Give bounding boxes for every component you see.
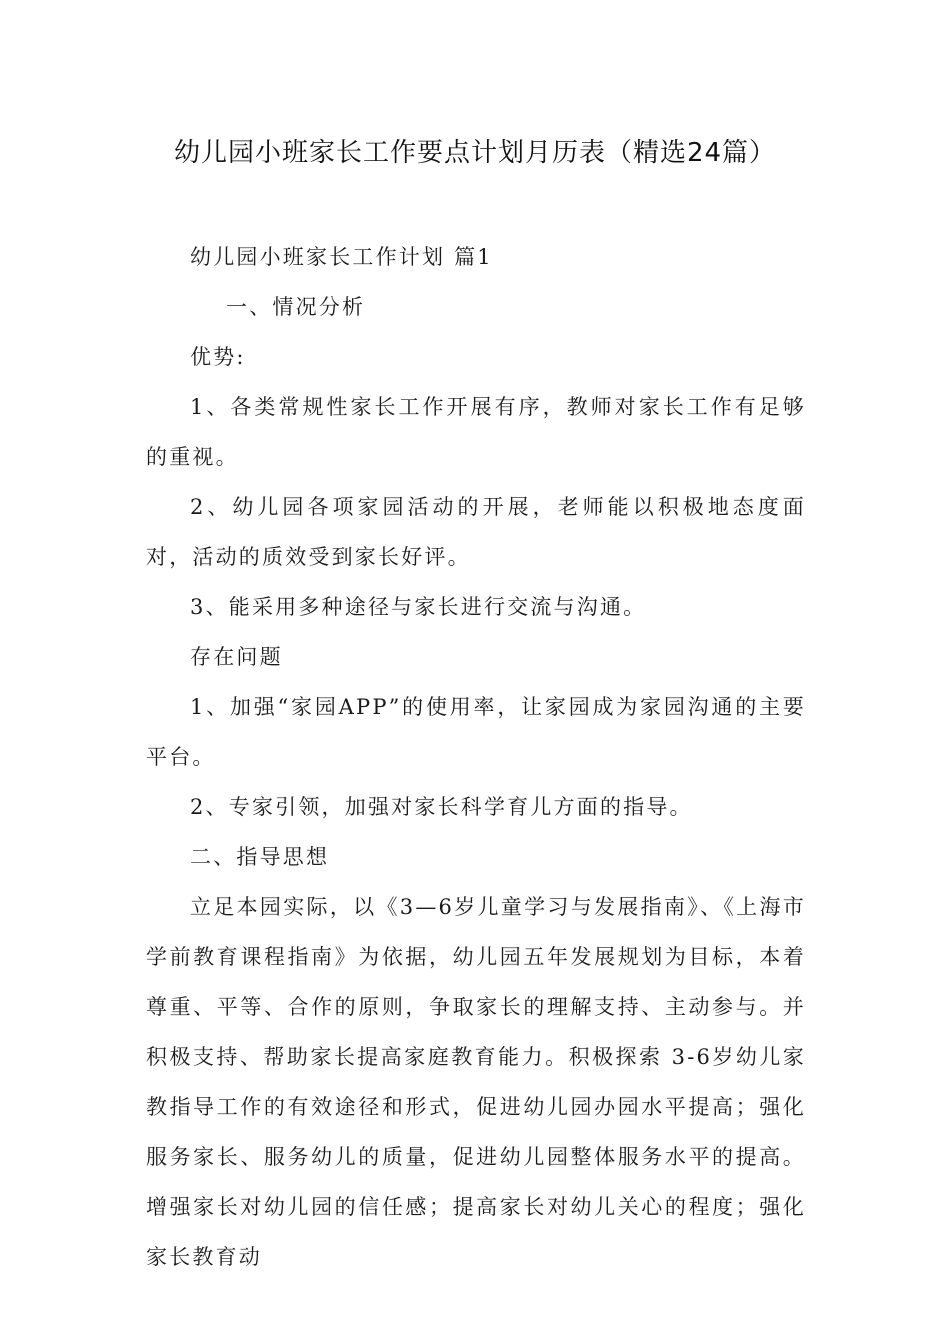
- paragraph: 存在问题: [190, 645, 283, 669]
- document-body: [146, 232, 806, 1282]
- document-title: 幼儿园小班家长工作要点计划月历表（精选24篇）: [173, 138, 777, 168]
- section-heading: 幼儿园小班家长工作计划 篇1: [190, 245, 493, 269]
- subsection-heading: 二、指导思想: [190, 845, 330, 869]
- paragraph: 1、各类常规性家长工作开展有序，教师对家长工作有足够的重视。: [146, 395, 806, 469]
- paragraph: 优势:: [190, 345, 246, 369]
- paragraph: 1、加强“家园APP”的使用率，让家园成为家园沟通的主要平台。: [146, 695, 806, 769]
- subsection-heading: 一、情况分析: [226, 295, 366, 319]
- paragraph: 2、专家引领，加强对家长科学育儿方面的指导。: [190, 795, 693, 819]
- paragraph: 3、能采用多种途径与家长进行交流与沟通。: [190, 595, 647, 619]
- paragraph: 2、幼儿园各项家园活动的开展，老师能以积极地态度面对，活动的质效受到家长好评。: [146, 495, 806, 569]
- paragraph: 立足本园实际，以《3—6岁儿童学习与发展指南》、《上海市学前教育课程指南》为依据，幼儿园五年发展规划为目标，本着尊重、平等、合作的原则，争取家长的理解支持、主动参与。并积极支持、帮助家长提高家庭教育能力。积极探索 3-6岁幼儿家教指导工作的有效途径和形式，促进幼儿园办园水平提高；强化服务家长、服务幼儿的质量，促进幼儿园整体服务水平的提高。增强家长对幼儿园的信任感；提高家长对幼儿关心的程度；强化家长教育动: [146, 895, 806, 1269]
